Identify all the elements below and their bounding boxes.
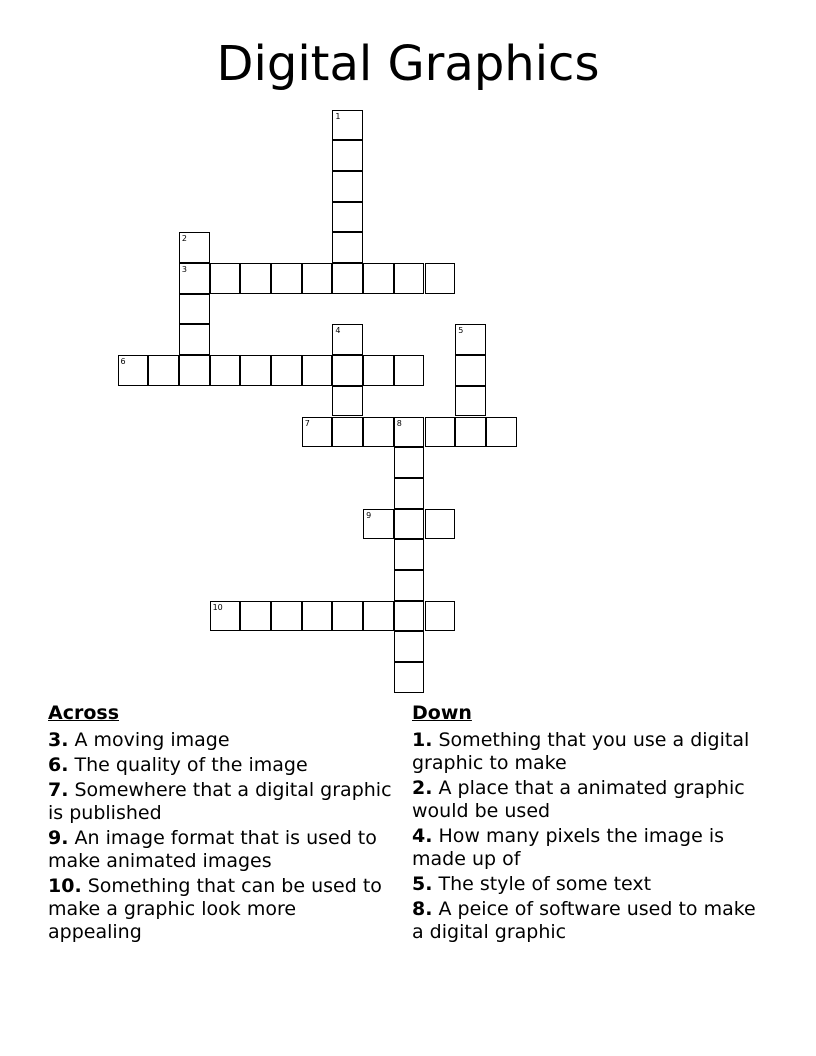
cell-number: 9 <box>366 510 372 520</box>
grid-cell[interactable] <box>486 417 517 448</box>
down-heading: Down <box>412 702 472 724</box>
grid-cell[interactable] <box>302 601 333 632</box>
grid-cell[interactable] <box>210 263 241 294</box>
grid-cell[interactable] <box>455 324 486 355</box>
cell-number: 1 <box>335 111 341 121</box>
clue-text: The quality of the image <box>74 754 308 776</box>
cell-number: 10 <box>212 602 223 612</box>
grid-cell[interactable] <box>332 202 363 233</box>
clue-text: A place that a animated graphic would be used <box>412 777 745 822</box>
clue-number: 10. <box>48 875 82 897</box>
grid-cell[interactable] <box>302 355 333 386</box>
grid-cell[interactable] <box>332 263 363 294</box>
grid-cell[interactable] <box>394 355 425 386</box>
clue-text: A peice of software used to make a digital graphic <box>412 898 756 943</box>
grid-cell[interactable] <box>271 355 302 386</box>
cell-number: 4 <box>335 326 341 336</box>
grid-cell[interactable] <box>394 662 425 693</box>
clue-number: 4. <box>412 825 433 847</box>
grid-cell[interactable] <box>302 417 333 448</box>
down-clue <box>412 898 757 944</box>
grid-cell[interactable] <box>210 601 241 632</box>
grid-cell[interactable] <box>425 509 456 540</box>
across-clues <box>48 702 393 946</box>
grid-cell[interactable] <box>425 601 456 632</box>
grid-cell[interactable] <box>363 355 394 386</box>
grid-cell[interactable] <box>394 601 425 632</box>
grid-cell[interactable] <box>332 355 363 386</box>
clue-text: How many pixels the image is made up of <box>412 825 724 870</box>
grid-cell[interactable] <box>363 601 394 632</box>
grid-cell[interactable] <box>455 417 486 448</box>
grid-cell[interactable] <box>425 417 456 448</box>
cell-number: 3 <box>181 265 187 274</box>
grid-cell[interactable] <box>179 324 210 355</box>
down-clue <box>412 873 757 896</box>
page-title: Digital Graphics <box>216 36 600 92</box>
clue-number: 1. <box>412 729 433 751</box>
grid-cell[interactable] <box>455 355 486 386</box>
grid-cell[interactable] <box>394 509 425 540</box>
grid-cell[interactable] <box>394 539 425 570</box>
grid-cell[interactable] <box>240 355 271 386</box>
across-clue <box>48 875 393 944</box>
grid-cell[interactable] <box>179 294 210 325</box>
cell-number: 7 <box>304 418 310 428</box>
clue-number: 8. <box>412 898 433 920</box>
grid-cell[interactable] <box>332 171 363 202</box>
grid-cell[interactable] <box>394 263 425 294</box>
clue-number: 6. <box>48 754 69 776</box>
grid-cell[interactable] <box>394 417 425 448</box>
across-clue <box>48 779 393 825</box>
clue-number: 9. <box>48 827 69 849</box>
grid-cell[interactable] <box>332 324 363 355</box>
grid-cell[interactable] <box>394 447 425 478</box>
grid-cell[interactable] <box>394 570 425 601</box>
grid-cell[interactable] <box>118 355 149 386</box>
clue-text: The style of some text <box>438 873 652 895</box>
grid-cell[interactable] <box>271 601 302 632</box>
grid-cell[interactable] <box>210 355 241 386</box>
grid-cell[interactable] <box>332 417 363 448</box>
grid-cell[interactable] <box>363 263 394 294</box>
clue-number: 2. <box>412 777 433 799</box>
grid-cell[interactable] <box>240 601 271 632</box>
across-clue <box>48 754 393 777</box>
cell-number: 2 <box>181 234 187 244</box>
down-clue <box>412 729 757 775</box>
grid-cell[interactable] <box>179 263 210 294</box>
across-clue <box>48 729 393 752</box>
down-clue <box>412 777 757 823</box>
grid-cell[interactable] <box>332 386 363 417</box>
across-heading: Across <box>48 702 120 724</box>
down-clues <box>412 702 757 946</box>
grid-cell[interactable] <box>363 509 394 540</box>
grid-cell[interactable] <box>332 140 363 171</box>
grid-cell[interactable] <box>240 263 271 294</box>
clue-number: 3. <box>48 729 69 751</box>
grid-cell[interactable] <box>148 355 179 386</box>
grid-cell[interactable] <box>332 110 363 141</box>
cell-number: 5 <box>458 326 464 336</box>
cell-number: 8 <box>396 418 402 428</box>
grid-cell[interactable] <box>363 417 394 448</box>
down-clue <box>412 825 757 871</box>
clue-text: An image format that is used to make animated images <box>48 827 377 872</box>
clue-text: Something that you use a digital graphic to make <box>412 729 750 774</box>
across-clue <box>48 827 393 873</box>
clue-text: Something that can be used to make a graphic look more appealing <box>48 875 382 943</box>
clue-number: 5. <box>412 873 433 895</box>
grid-cell[interactable] <box>332 232 363 263</box>
grid-cell[interactable] <box>455 386 486 417</box>
clue-text: A moving image <box>74 729 230 751</box>
clue-number: 7. <box>48 779 69 801</box>
cell-number: 6 <box>120 357 126 367</box>
grid-cell[interactable] <box>179 355 210 386</box>
grid-cell[interactable] <box>394 478 425 509</box>
grid-cell[interactable] <box>179 232 210 263</box>
grid-cell[interactable] <box>425 263 456 294</box>
grid-cell[interactable] <box>271 263 302 294</box>
clue-text: Somewhere that a digital graphic is published <box>48 779 392 824</box>
grid-cell[interactable] <box>394 631 425 662</box>
grid-cell[interactable] <box>302 263 333 294</box>
grid-cell[interactable] <box>332 601 363 632</box>
